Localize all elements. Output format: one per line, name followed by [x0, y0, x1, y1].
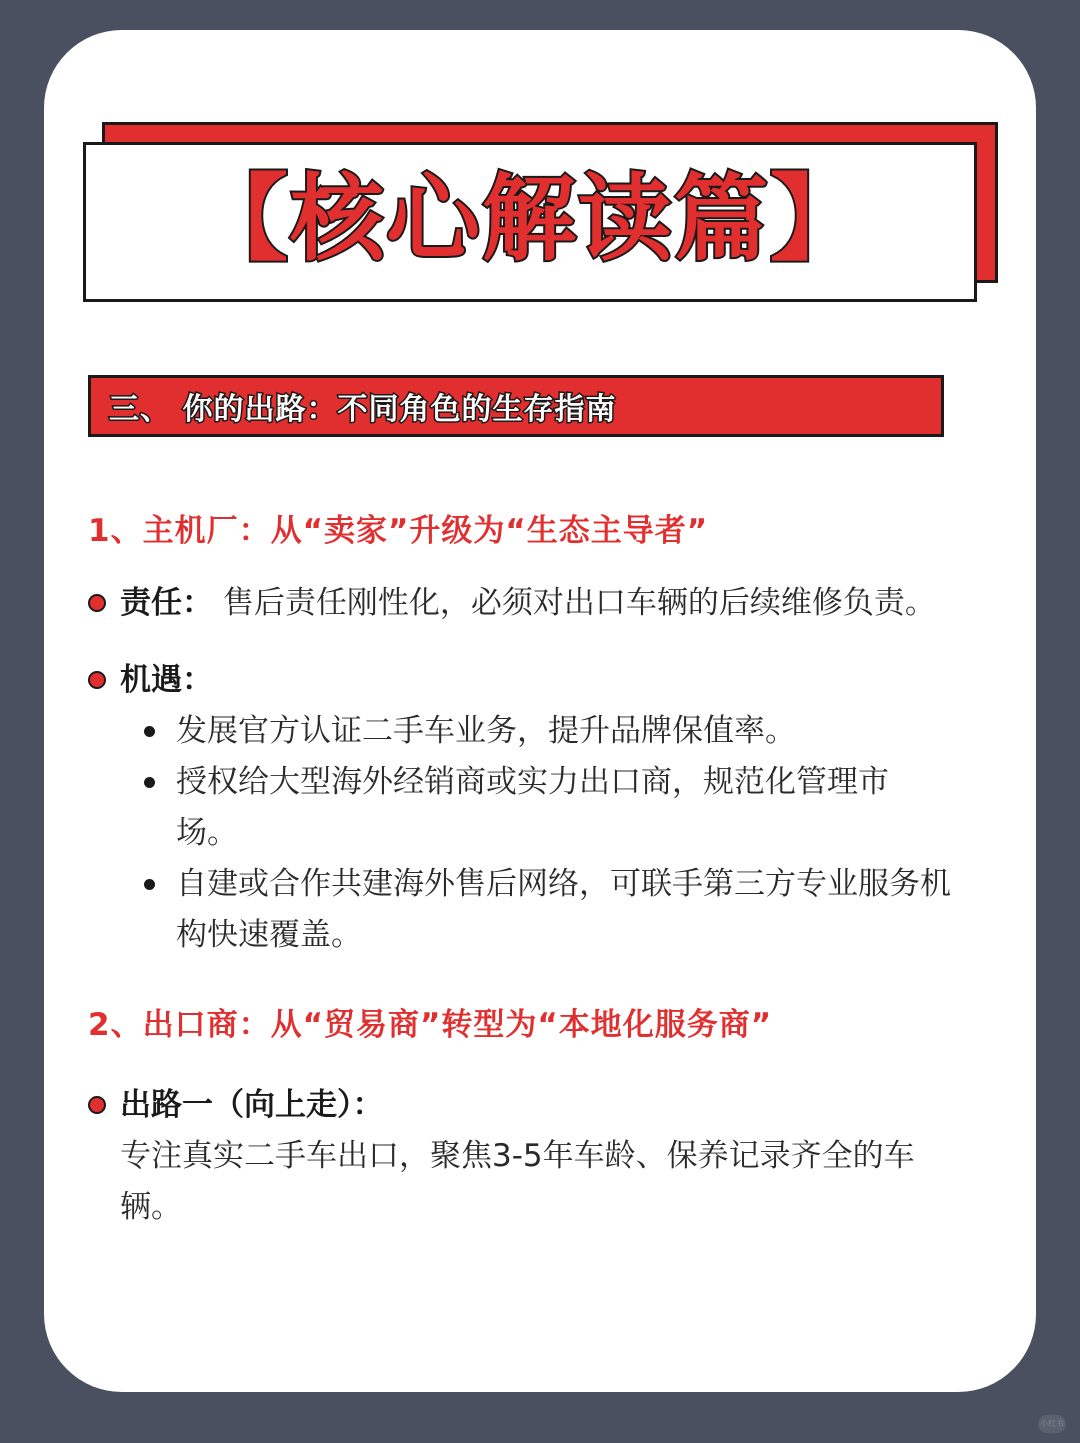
- part2-heading: 2、出口商：从“贸易商”转型为“本地化服务商”: [88, 1007, 773, 1043]
- sub-bullet-icon: [144, 879, 155, 890]
- bullet-dot-icon: [88, 671, 106, 689]
- opportunity-subitem: 授权给大型海外经销商或实力出口商，规范化管理市场。: [176, 764, 889, 851]
- bullet-dot-icon: [88, 1096, 106, 1114]
- sub-bullet-icon: [144, 777, 155, 788]
- title-box: [83, 142, 977, 302]
- opportunity-label: 机遇：: [120, 662, 213, 698]
- section-title: 三、 你的出路：不同角色的生存指南: [109, 392, 617, 427]
- route1-label: 出路一（向上走）：: [120, 1087, 384, 1123]
- route1-text: 专注真实二手车出口，聚焦3-5年车龄、保养记录齐全的车辆。: [120, 1138, 915, 1225]
- responsibility-item: [120, 583, 936, 623]
- section-banner: [88, 375, 944, 437]
- sub-bullet-icon: [144, 726, 155, 737]
- responsibility-label: 责任：: [120, 585, 213, 621]
- opportunity-item: [120, 660, 213, 700]
- route1-item: [120, 1085, 384, 1125]
- watermark-logo: 小红书: [1038, 1415, 1066, 1433]
- part1-heading: 1、主机厂：从“卖家”升级为“生态主导者”: [88, 513, 709, 549]
- page-title: 【核心解读篇】: [193, 165, 866, 274]
- responsibility-text: 售后责任刚性化，必须对出口车辆的后续维修负责。: [213, 585, 936, 621]
- opportunity-subitem: 自建或合作共建海外售后网络，可联手第三方专业服务机构快速覆盖。: [176, 866, 951, 953]
- bullet-dot-icon: [88, 594, 106, 612]
- opportunity-subitem: 发展官方认证二手车业务，提升品牌保值率。: [176, 713, 796, 749]
